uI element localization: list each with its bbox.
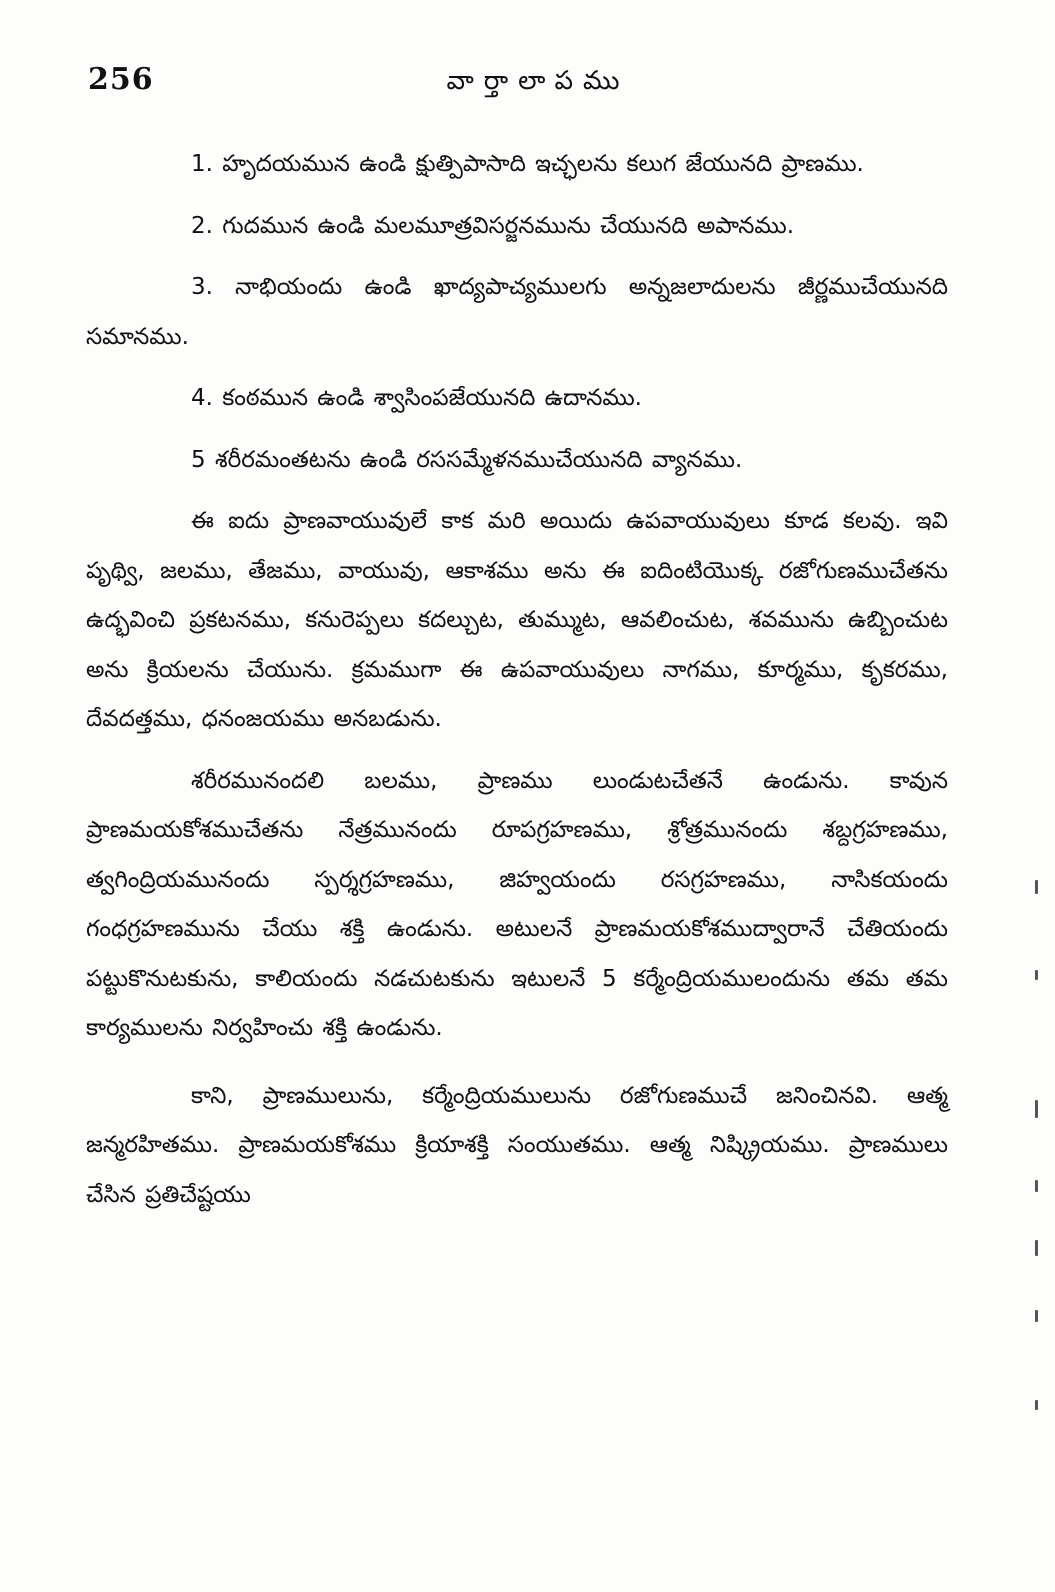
paragraph-pranamaya-kosha: శరీరమునందలి బలము, ప్రాణము లుండుటచేతనే ఉండును. కావున ప్రాణమయకోశముచేతను నేత్రమునందు రూపగ్రహణము, శ్రోత్రమునందు శబ్దగ్రహణము, త్వగింద్రియమునందు స్పర్శగ్రహణము, జిహ్వయందు రసగ్రహణము, నాసికయందు గంధగ్రహణమును చేయు శక్తి ఉండును. అటులనే ప్రాణమయకోశముద్వారానే చేతియందు పట్టుకొనుటకును, కాలియందు నడచుటకును ఇటులనే 5 కర్మేంద్రియములందును తమ తమ కార్యములను నిర్వహించు శక్తి ఉండును. [86,767,948,1041]
paragraph-prana: 1. హృదయమున ఉండి క్షుత్పిపాసాది ఇచ్ఛలను కలుగ జేయునది ప్రాణము. [191,151,864,177]
paragraph-udana: 4. కంఠమున ఉండి శ్వాసింపజేయునది ఉదానము. [191,385,642,411]
paragraph-apana: 2. గుదమున ఉండి మలమూత్రవిసర్జనమును చేయునది అపానము. [191,212,795,239]
page-body [86,140,948,1232]
paragraph-vyana: 5 శరీరమంతటను ఉండి రససమ్మేళనముచేయునది వ్యానము. [191,446,743,473]
paragraph-samana: 3. నాభియందు ఉండి ఖాద్యపాచ్యములగు అన్నజలాదులను జీర్ణముచేయునది సమానము. [86,274,948,350]
scan-edge-marks [1035,880,1047,1580]
page-header [88,62,948,112]
paragraph-upavayuvulu: ఈ ఐదు ప్రాణవాయువులే కాక మరి అయిదు ఉపవాయువులు కూడ కలవు. ఇవి పృథ్వి, జలము, తేజము, వాయువు, ఆకాశము అను ఈ ఐదింటియొక్క రజోగుణముచేతను ఉద్భవించి ప్రకటనము, కనురెప్పలు కదల్చుట, తుమ్ముట, ఆవలించుట, శవమును ఉబ్బించుట అను క్రియలను చేయును. క్రమముగా ఈ ఉపవాయువులు నాగము, కూర్మము, కృకరము, దేవదత్తము, ధనంజయము అనబడును. [86,508,948,732]
paragraph-atma: కాని, ప్రాణములును, కర్మేంద్రియములును రజోగుణముచే జనించినవి. ఆత్మ జన్మరహితము. ప్రాణమయకోశము క్రియాశక్తి సంయుతము. ఆత్మ నిష్క్రియము. ప్రాణములు చేసిన ప్రతిచేష్టయు [86,1082,948,1208]
page-number: 256 [88,62,154,97]
running-title: వార్తాలాపము [446,66,630,96]
